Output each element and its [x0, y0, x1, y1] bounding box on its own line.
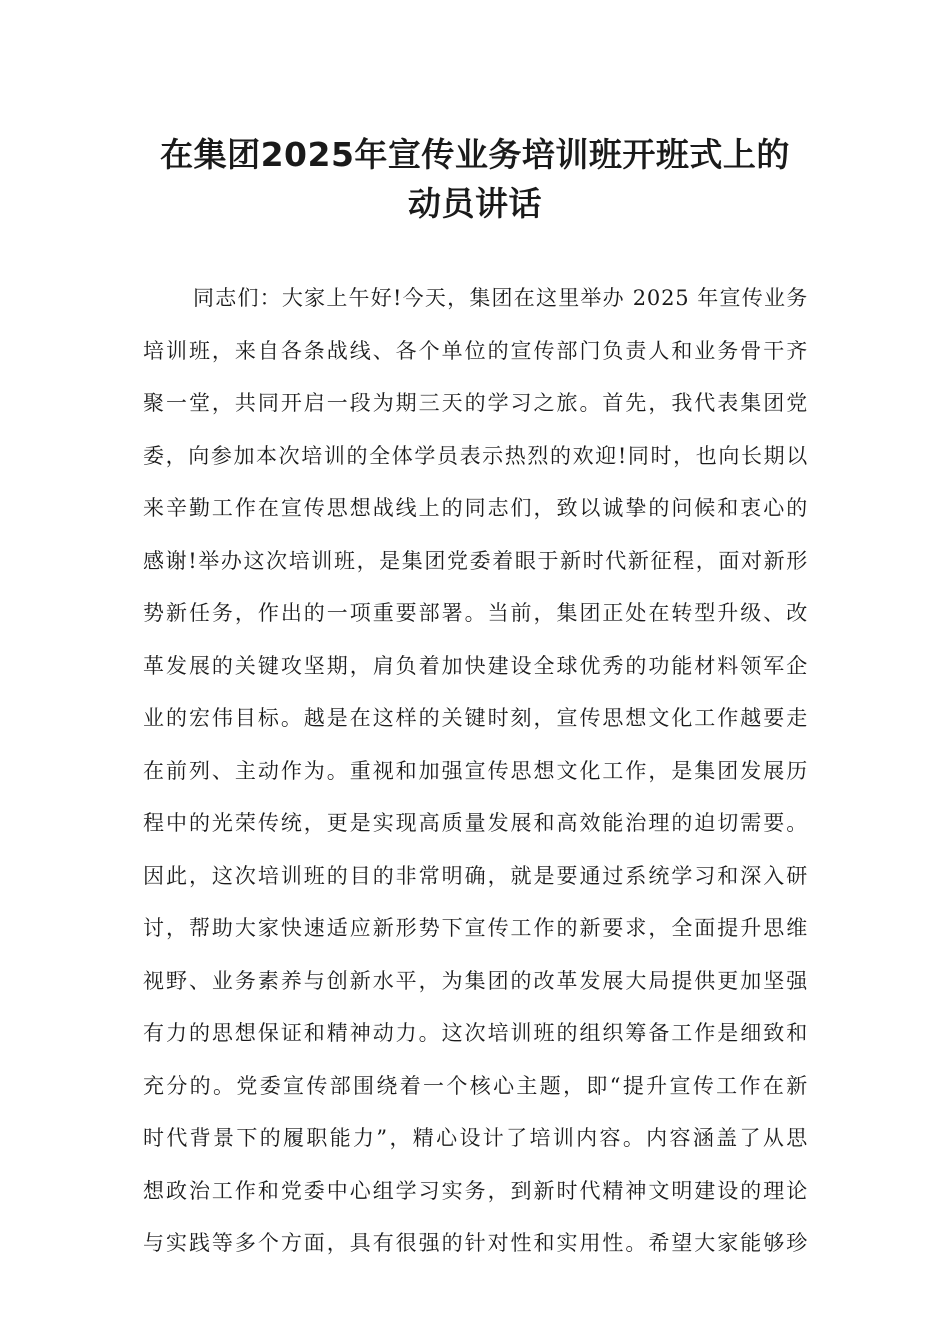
body-line: 有力的思想保证和精神动力。这次培训班的组织筹备工作是细致和	[143, 1021, 808, 1045]
body-line: 讨，帮助大家快速适应新形势下宣传工作的新要求，全面提升思维	[143, 916, 808, 940]
body-line: 因此，这次培训班的目的非常明确，就是要通过系统学习和深入研	[143, 864, 808, 888]
body-line: 与实践等多个方面，具有很强的针对性和实用性。希望大家能够珍	[143, 1231, 808, 1255]
body-line: 感谢!举办这次培训班，是集团党委着眼于新时代新征程，面对新形	[143, 549, 808, 573]
body-line: 革发展的关键攻坚期，肩负着加快建设全球优秀的功能材料领军企	[143, 654, 808, 678]
body-line: 势新任务，作出的一项重要部署。当前，集团正处在转型升级、改	[143, 601, 808, 625]
body-line: 想政治工作和党委中心组学习实务，到新时代精神文明建设的理论	[143, 1179, 808, 1203]
body-line: 委，向参加本次培训的全体学员表示热烈的欢迎!同时，也向长期以	[143, 444, 808, 468]
document-title-line-2: 动员讲话	[408, 184, 542, 223]
body-line: 充分的。党委宣传部围绕着一个核心主题，即“提升宣传工作在新	[143, 1074, 808, 1098]
body-line: 程中的光荣传统，更是实现高质量发展和高效能治理的迫切需要。	[143, 811, 808, 835]
document-title-line-1: 在集团2025年宣传业务培训班开班式上的	[160, 135, 790, 174]
body-line: 同志们：大家上午好!今天，集团在这里举办 2025 年宣传业务	[193, 286, 808, 310]
body-line: 培训班，来自各条战线、各个单位的宣传部门负责人和业务骨干齐	[143, 339, 808, 363]
body-line: 在前列、主动作为。重视和加强宣传思想文化工作，是集团发展历	[143, 759, 808, 783]
body-line: 业的宏伟目标。越是在这样的关键时刻，宣传思想文化工作越要走	[143, 706, 808, 730]
body-line: 来辛勤工作在宣传思想战线上的同志们，致以诚挚的问候和衷心的	[143, 496, 808, 520]
body-line: 视野、业务素养与创新水平，为集团的改革发展大局提供更加坚强	[143, 969, 808, 993]
body-line: 聚一堂，共同开启一段为期三天的学习之旅。首先，我代表集团党	[143, 391, 808, 415]
body-line: 时代背景下的履职能力”，精心设计了培训内容。内容涵盖了从思	[143, 1126, 808, 1150]
